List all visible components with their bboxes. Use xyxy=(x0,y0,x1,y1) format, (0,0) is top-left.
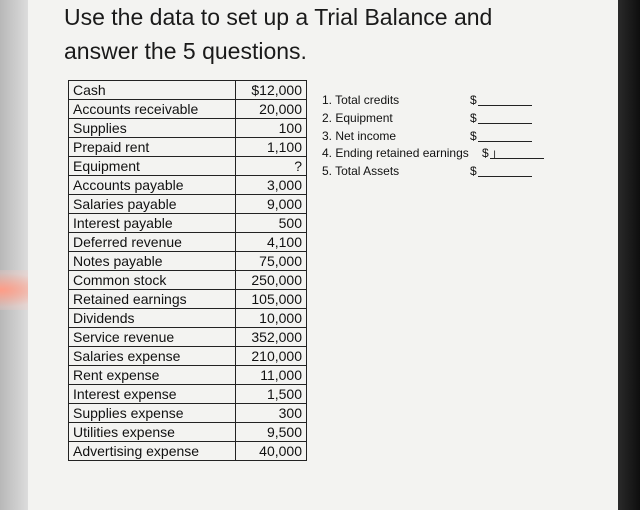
account-name: Retained earnings xyxy=(69,290,236,309)
account-name: Notes payable xyxy=(69,252,236,271)
account-amount: $12,000 xyxy=(236,81,307,100)
text-cursor-icon: I xyxy=(493,149,497,162)
question-label: 3. Net income xyxy=(322,128,397,143)
table-row xyxy=(69,252,307,271)
account-amount: 300 xyxy=(236,404,307,423)
account-amount: 4,100 xyxy=(236,233,307,252)
account-name: Rent expense xyxy=(69,366,236,385)
account-amount: 352,000 xyxy=(236,328,307,347)
title-line-1: Use the data to set up a Trial Balance and xyxy=(64,4,493,30)
account-amount: 100 xyxy=(236,119,307,138)
page-title xyxy=(64,0,604,68)
currency-sign: $ xyxy=(470,128,477,143)
question-label: 5. Total Assets xyxy=(322,164,400,179)
question-equipment xyxy=(322,110,548,128)
question-total-credits xyxy=(322,92,548,110)
table-row xyxy=(69,404,307,423)
account-amount: 1,500 xyxy=(236,385,307,404)
table-row xyxy=(69,138,307,157)
accounts-table xyxy=(68,80,307,461)
answer-blank[interactable] xyxy=(490,158,544,159)
question-label: 2. Equipment xyxy=(322,110,393,125)
question-ending-retained-earnings xyxy=(322,145,548,163)
question-label: 1. Total credits xyxy=(322,93,400,107)
currency-sign: $ xyxy=(470,93,477,107)
table-row xyxy=(69,157,307,176)
question-net-income xyxy=(322,128,548,146)
table-row xyxy=(69,290,307,309)
account-name: Salaries expense xyxy=(69,347,236,366)
account-name: Supplies expense xyxy=(69,404,236,423)
table-row xyxy=(69,347,307,366)
currency-sign: $ xyxy=(482,146,489,161)
account-amount: 3,000 xyxy=(236,176,307,195)
account-amount: 40,000 xyxy=(236,442,307,461)
account-amount: 500 xyxy=(236,214,307,233)
account-amount: 1,100 xyxy=(236,138,307,157)
account-amount: 250,000 xyxy=(236,271,307,290)
account-name: Salaries payable xyxy=(69,195,236,214)
monitor-bezel-left xyxy=(0,0,28,510)
account-name: Common stock xyxy=(69,271,236,290)
account-name: Equipment xyxy=(69,157,236,176)
account-amount: 11,000 xyxy=(236,366,307,385)
table-row xyxy=(69,214,307,233)
table-row xyxy=(69,119,307,138)
table-row xyxy=(69,442,307,461)
account-name: Interest payable xyxy=(69,214,236,233)
question-total-assets xyxy=(322,163,548,181)
account-amount: 20,000 xyxy=(236,100,307,119)
table-row xyxy=(69,328,307,347)
account-name: Prepaid rent xyxy=(69,138,236,157)
account-amount: 105,000 xyxy=(236,290,307,309)
monitor-bezel-right xyxy=(618,0,640,510)
table-row xyxy=(69,233,307,252)
table-row xyxy=(69,366,307,385)
questions-list xyxy=(322,92,548,181)
account-name: Supplies xyxy=(69,119,236,138)
account-name: Service revenue xyxy=(69,328,236,347)
account-name: Advertising expense xyxy=(69,442,236,461)
currency-sign: $ xyxy=(470,110,477,125)
currency-sign: $ xyxy=(470,164,477,179)
answer-blank[interactable] xyxy=(478,176,532,177)
table-row xyxy=(69,195,307,214)
table-row xyxy=(69,309,307,328)
account-name: Utilities expense xyxy=(69,423,236,442)
answer-blank[interactable] xyxy=(478,105,532,106)
account-name: Cash xyxy=(69,81,236,100)
account-name: Accounts receivable xyxy=(69,100,236,119)
account-amount: 75,000 xyxy=(236,252,307,271)
table-row xyxy=(69,271,307,290)
table-row xyxy=(69,100,307,119)
account-amount: 210,000 xyxy=(236,347,307,366)
account-name: Deferred revenue xyxy=(69,233,236,252)
answer-blank[interactable] xyxy=(478,123,532,124)
answer-blank[interactable] xyxy=(478,141,532,142)
account-amount: 10,000 xyxy=(236,309,307,328)
question-label: 4. Ending retained earnings xyxy=(322,146,469,161)
table-row xyxy=(69,423,307,442)
account-amount: 9,000 xyxy=(236,195,307,214)
account-amount: 9,500 xyxy=(236,423,307,442)
table-row xyxy=(69,176,307,195)
title-line-2: answer the 5 questions. xyxy=(64,38,307,64)
account-amount: ? xyxy=(236,157,307,176)
account-name: Interest expense xyxy=(69,385,236,404)
table-row xyxy=(69,81,307,100)
account-name: Accounts payable xyxy=(69,176,236,195)
account-name: Dividends xyxy=(69,309,236,328)
table-row xyxy=(69,385,307,404)
